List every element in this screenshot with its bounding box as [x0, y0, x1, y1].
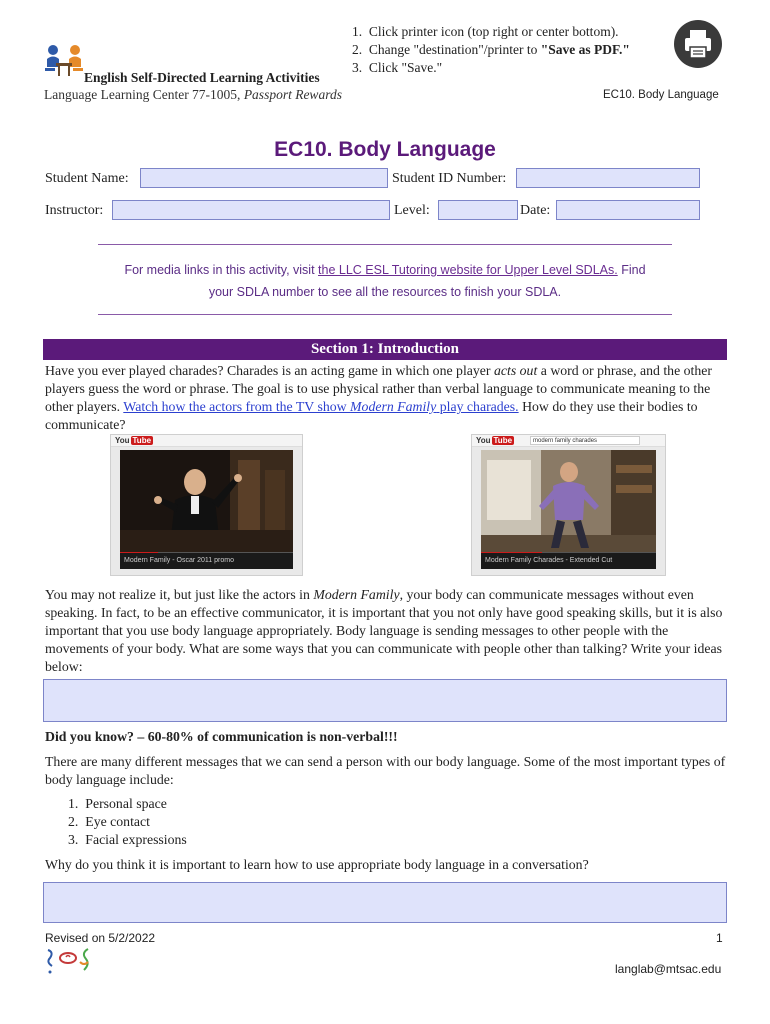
intro-paragraph: Have you ever played charades? Charades is an acting game in which one player acts out a word or phrase, and the other players guess the word or phrase. The goal is to use physical rather than verbal language to communicate meaning to the other players. Watch how the actors from the TV show Modern Family play charades. How do they use their bodies to communicate?: [45, 363, 712, 432]
org-title: English Self-Directed Learning Activities: [84, 70, 320, 85]
level-label: Level:: [394, 203, 430, 218]
youtube-logo-2: You Tube: [476, 436, 513, 445]
conversation-answer-field[interactable]: [43, 882, 727, 923]
video-thumbnail-2[interactable]: [471, 434, 666, 576]
instruction-3: 3. Click "Save.": [352, 60, 443, 75]
print-instructions: [352, 23, 630, 77]
video-thumbnail-1[interactable]: [110, 434, 303, 576]
video2-caption: Modern Family Charades - Extended Cut: [481, 553, 656, 569]
media-note-line2: your SDLA number to see all the resources to finish your SDLA.: [208, 285, 562, 299]
types-paragraph: There are many different messages that we can send a person with our body language. Some of the most important types of body language include:: [45, 754, 726, 787]
modern-family-charades-link[interactable]: Watch how the actors from the TV show Modern Family play charades.: [123, 399, 519, 414]
date-label: Date:: [520, 203, 551, 218]
contact-email[interactable]: langlab@mtsac.edu: [615, 962, 722, 976]
did-you-know: Did you know? – 60-80% of communication is non-verbal!!!: [45, 729, 398, 744]
student-name-label: Student Name:: [45, 171, 129, 186]
video1-frame: [120, 450, 293, 553]
date-field[interactable]: [556, 200, 700, 220]
ideas-answer-field[interactable]: [43, 679, 727, 722]
divider-bottom: [98, 314, 672, 315]
instruction-2: 2. Change "destination"/printer to "Save as PDF.": [352, 42, 630, 57]
body-language-paragraph: You may not realize it, but just like the actors in Modern Family, your body can communicate messages without even speaking. In fact, to be an effective communicator, it is important that you not only have good speaking skills, but it is also important that you use body language appropriately. Body language is sending messages to other people with the movements of your body. What are some ways that you can communicate with people other than talking? Write your ideas below:: [45, 587, 723, 674]
llc-logo: [44, 43, 84, 79]
student-name-field[interactable]: [140, 168, 388, 188]
divider-top: [98, 244, 672, 245]
section1-heading: Section 1: Introduction: [43, 339, 727, 360]
student-id-field[interactable]: [516, 168, 700, 188]
media-note-line1: For media links in this activity, visit the LLC ESL Tutoring website for Upper Level SDLAs. Find: [124, 263, 646, 277]
video1-caption: Modern Family - Oscar 2011 promo: [120, 553, 293, 569]
level-field[interactable]: [438, 200, 518, 220]
center-line: [44, 87, 342, 103]
footer-logo: [44, 946, 100, 976]
passport-rewards: Passport Rewards: [243, 87, 342, 102]
list-item: 2. Eye contact: [68, 814, 150, 829]
llc-tutoring-link[interactable]: the LLC ESL Tutoring website for Upper Level SDLAs.: [318, 263, 618, 277]
list-item: 3. Facial expressions: [68, 832, 187, 847]
printer-icon[interactable]: [674, 20, 722, 68]
instruction-1: 1. Click printer icon (top right or center bottom).: [352, 24, 619, 39]
instructor-label: Instructor:: [45, 203, 104, 218]
revised-date: Revised on 5/2/2022: [45, 931, 156, 945]
media-note: [0, 259, 770, 303]
question-text: Why do you think it is important to learn how to use appropriate body language in a conversation?: [45, 857, 589, 872]
youtube-logo: You Tube: [115, 436, 152, 445]
instructor-field[interactable]: [112, 200, 390, 220]
video2-search: modern family charades: [530, 436, 640, 445]
body-language-list: [68, 795, 187, 849]
student-id-label: Student ID Number:: [392, 171, 507, 186]
list-item: 1. Personal space: [68, 796, 167, 811]
page-title: EC10. Body Language: [274, 138, 496, 161]
video2-frame: [481, 450, 656, 553]
page-number: 1: [716, 931, 723, 945]
doc-code: EC10. Body Language: [603, 89, 719, 101]
center-line-text: Language Learning Center 77-1005,: [44, 87, 244, 102]
